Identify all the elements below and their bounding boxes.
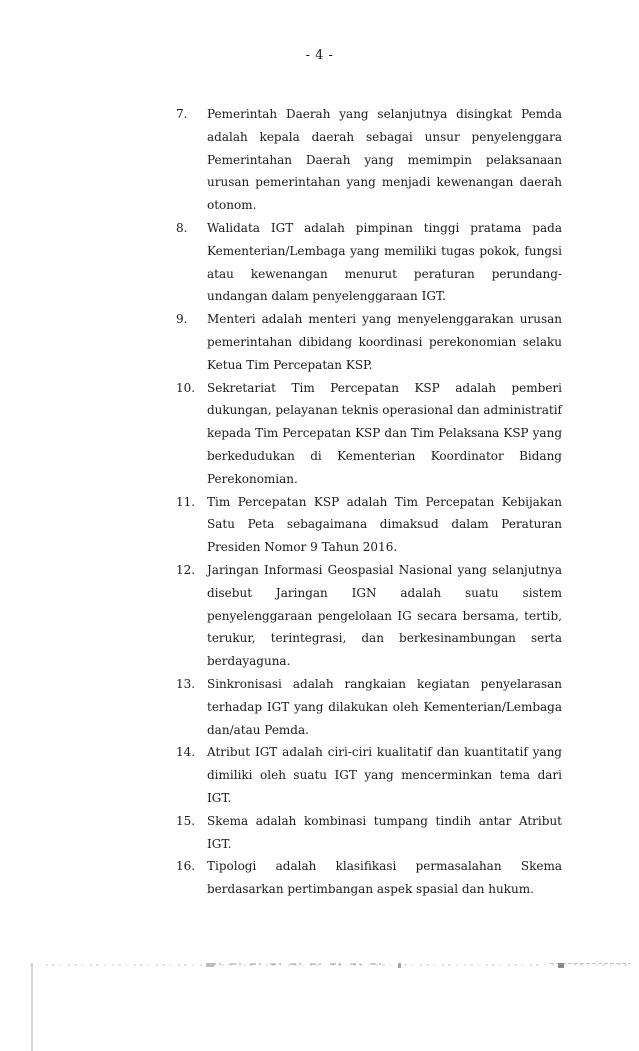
definition-item xyxy=(176,741,562,809)
definition-number: 13. xyxy=(176,676,196,691)
definition-number: 10. xyxy=(176,380,196,395)
definition-text: Pemerintah Daerah yang selanjutnya disingkat Pemda adalah kepala daerah sebagai unsur penyelenggara Pemerintahan Daerah yang memimpin pelaksanaan urusan pemerintahan yang menjadi kewenangan daerah otonom. xyxy=(207,107,562,213)
definition-list xyxy=(176,103,562,901)
definition-number: 11. xyxy=(176,494,196,509)
definition-number: 14. xyxy=(176,745,196,760)
definition-item xyxy=(176,810,562,856)
definition-item xyxy=(176,559,562,673)
definition-item xyxy=(176,103,562,217)
definition-item xyxy=(176,855,562,901)
definition-item xyxy=(176,217,562,308)
definition-text: Skema adalah kombinasi tumpang tindih antar Atribut IGT. xyxy=(207,813,562,851)
definition-number: 7. xyxy=(176,107,188,121)
definition-number: 16. xyxy=(176,859,196,874)
definition-number: 15. xyxy=(176,813,196,828)
definition-text: Sinkronisasi adalah rangkaian kegiatan penyelarasan terhadap IGT yang dilakukan oleh Kementerian/Lembaga dan/atau Pemda. xyxy=(207,676,562,737)
definition-number: 8. xyxy=(176,220,188,235)
definition-item xyxy=(176,377,562,491)
definition-text: Jaringan Informasi Geospasial Nasional yang selanjutnya disebut Jaringan IGN adalah suatu sistem penyelenggaraan pengelolaan IG secara bersama, tertib, terukur, terintegrasi, dan berkesinambungan serta berdayaguna. xyxy=(207,562,562,669)
definition-text: Walidata IGT adalah pimpinan tinggi pratama pada Kementerian/Lembaga yang memiliki tugas pokok, fungsi atau kewenangan menurut peraturan perundang-undangan dalam penyelenggaraan IGT. xyxy=(207,220,562,304)
page-number: - 4 - xyxy=(305,48,334,63)
definition-text: Tipologi adalah klasifikasi permasalahan Skema berdasarkan pertimbangan aspek spasial dan hukum. xyxy=(207,859,562,897)
definition-number: 9. xyxy=(176,312,188,327)
definition-text: Sekretariat Tim Percepatan KSP adalah pemberi dukungan, pelayanan teknis operasional dan administratif kepada Tim Percepatan KSP dan Tim Pelaksana KSP yang berkedudukan di Kementerian Koordinator Bidang Perekonomian. xyxy=(207,380,562,486)
definition-item xyxy=(176,308,562,376)
definition-item xyxy=(176,491,562,559)
definition-number: 12. xyxy=(176,562,196,577)
definition-text: Tim Percepatan KSP adalah Tim Percepatan Kebijakan Satu Peta sebagaimana dimaksud dalam Peraturan Presiden Nomor 9 Tahun 2016. xyxy=(207,494,562,555)
definition-text: Menteri adalah menteri yang menyelenggarakan urusan pemerintahan dibidang koordinasi perekonomian selaku Ketua Tim Percepatan KSP. xyxy=(207,312,562,372)
definition-item xyxy=(176,673,562,741)
scan-edge-artifact xyxy=(30,963,630,1051)
definition-text: Atribut IGT adalah ciri-ciri kualitatif dan kuantitatif yang dimiliki oleh suatu IGT yang mencerminkan tema dari IGT. xyxy=(207,745,562,805)
